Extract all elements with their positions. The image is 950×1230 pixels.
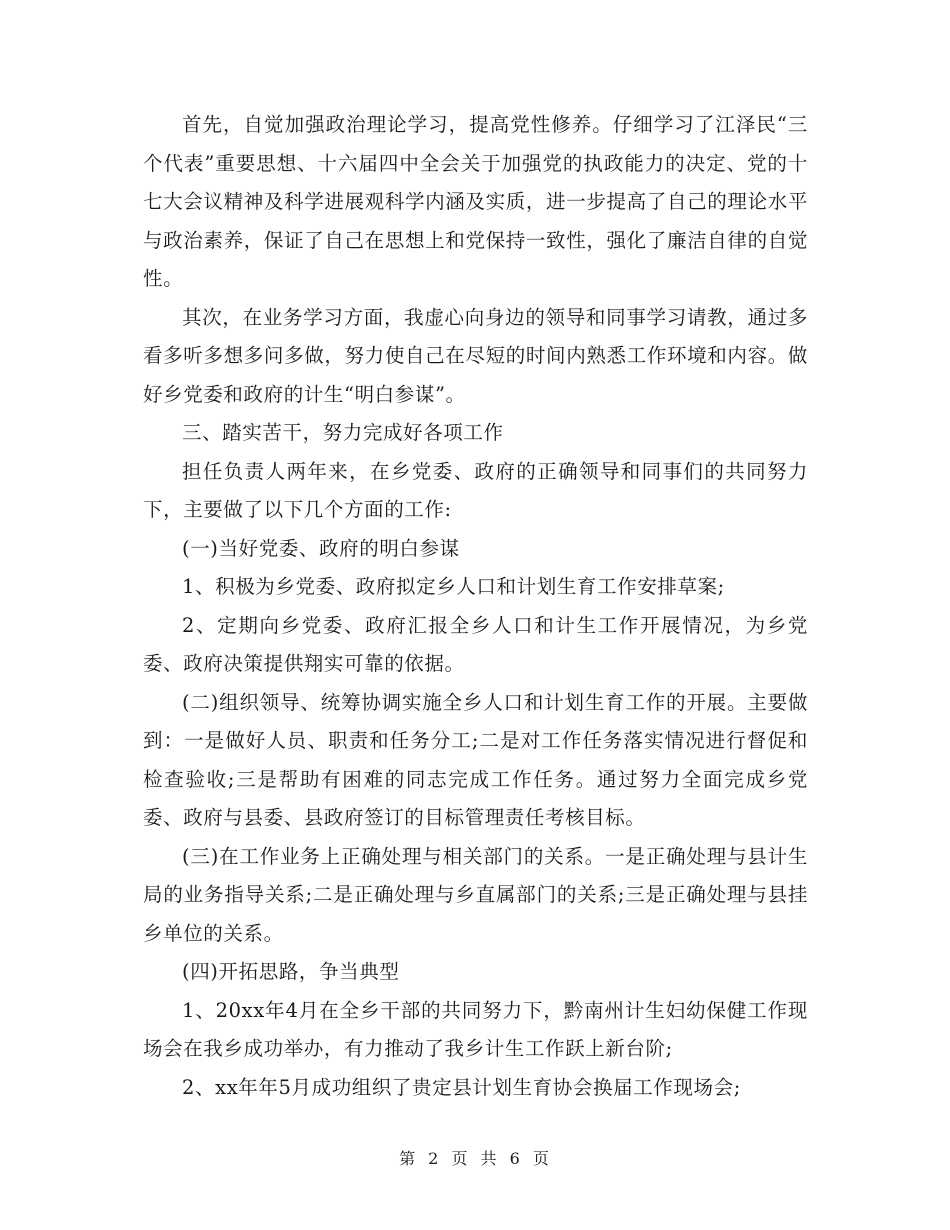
paragraph: (三)在工作业务上正确处理与相关部门的关系。一是正确处理与县计生局的业务指导关系;二是正确处理与乡直属部门的关系;三是正确处理与县挂乡单位的关系。 xyxy=(143,844,808,945)
list-item: 2、xx年年5月成功组织了贵定县计划生育协会换届工作现场会; xyxy=(182,1075,741,1099)
document-body xyxy=(143,106,808,1107)
paragraph: 其次，在业务学习方面，我虚心向身边的领导和同事学习请教，通过多看多听多想多问多做，努力使自己在尽短的时间内熟悉工作环境和内容。做好乡党委和政府的计生“明白参谋”。 xyxy=(143,305,808,406)
paragraph: 担任负责人两年来，在乡党委、政府的正确领导和同事们的共同努力下，主要做了以下几个方面的工作: xyxy=(143,459,808,521)
list-item: 2、定期向乡党委、政府汇报全乡人口和计生工作开展情况，为乡党委、政府决策提供翔实可靠的依据。 xyxy=(143,613,808,675)
page-number-footer: 第 2 页 共 6 页 xyxy=(399,1149,551,1168)
list-item: 1、积极为乡党委、政府拟定乡人口和计划生育工作安排草案; xyxy=(182,575,725,598)
subsection-heading: (四)开拓思路，争当典型 xyxy=(182,960,400,983)
list-item: 1、20xx年4月在全乡干部的共同努力下，黔南州计生妇幼保健工作现场会在我乡成功举办，有力推动了我乡计生工作跃上新台阶; xyxy=(143,998,808,1060)
paragraph: 首先，自觉加强政治理论学习，提高党性修养。仔细学习了江泽民“三个代表”重要思想、十六届四中全会关于加强党的执政能力的决定、党的十七大会议精神及科学进展观科学内涵及实质，进一步提高了自己的理论水平与政治素养，保证了自己在思想上和党保持一致性，强化了廉洁自律的自觉性。 xyxy=(143,113,808,290)
section-heading: 三、踏实苦干，努力完成好各项工作 xyxy=(182,421,504,444)
subsection-heading: (一)当好党委、政府的明白参谋 xyxy=(182,536,460,560)
paragraph: (二)组织领导、统筹协调实施全乡人口和计划生育工作的开展。主要做到：一是做好人员、职责和任务分工;二是对工作任务落实情况进行督促和检查验收;三是帮助有困难的同志完成工作任务。通过努力全面完成乡党委、政府与县委、县政府签订的目标管理责任考核目标。 xyxy=(143,690,808,829)
